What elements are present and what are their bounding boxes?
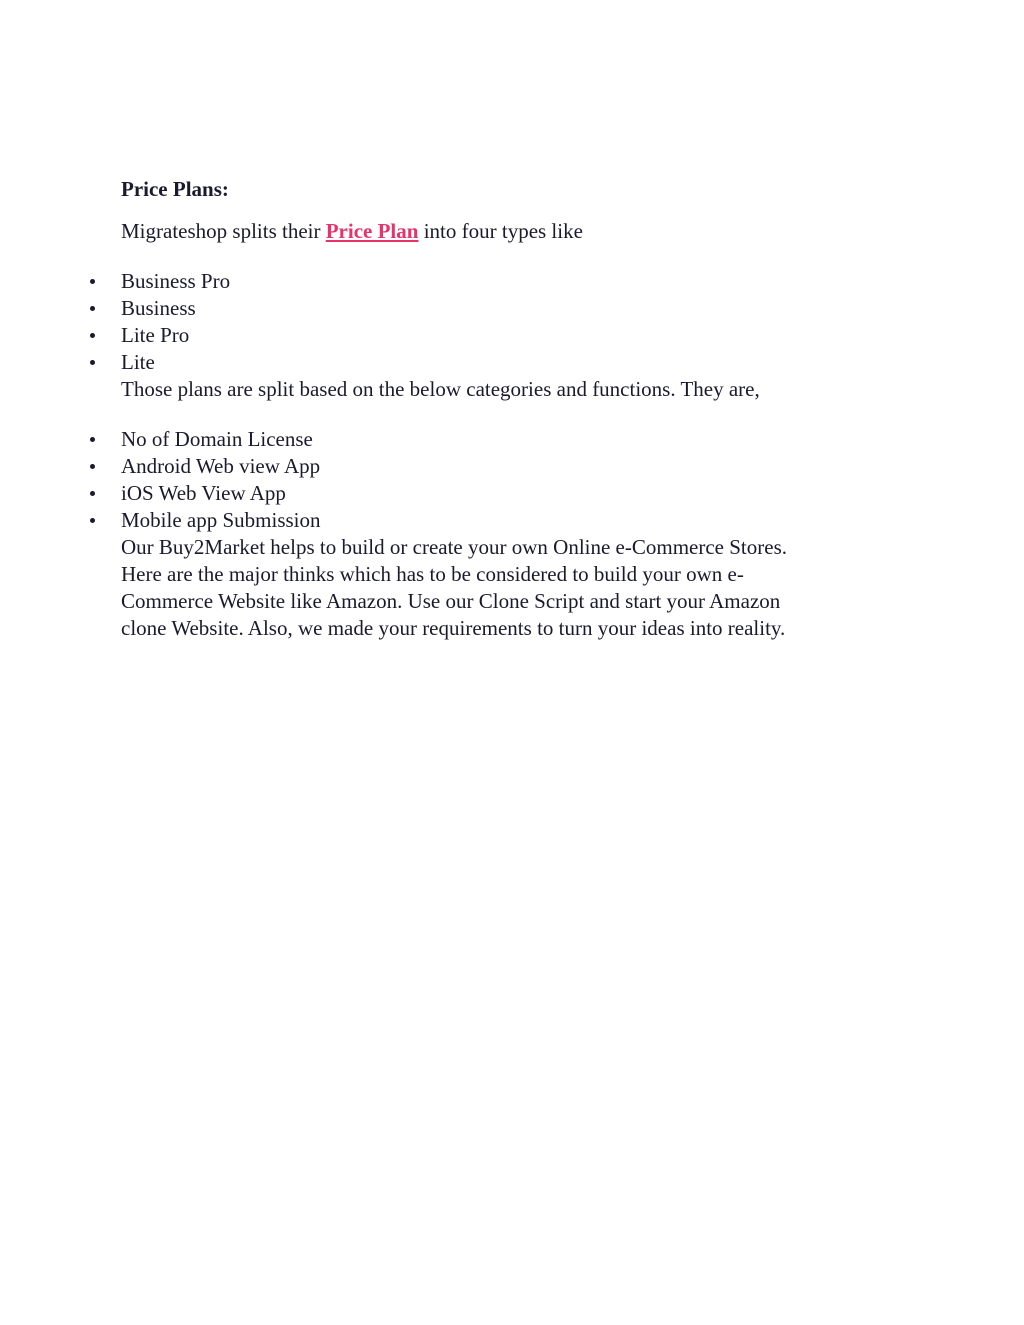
list-item bbox=[121, 507, 901, 642]
feature-label: iOS Web View App bbox=[121, 481, 286, 505]
plan-label: Lite bbox=[121, 350, 155, 374]
intro-paragraph bbox=[121, 218, 583, 245]
bullet-icon bbox=[90, 333, 95, 338]
list-item bbox=[121, 453, 901, 480]
feature-label: Mobile app Submission bbox=[121, 508, 321, 532]
list-item bbox=[121, 322, 901, 349]
plan-label: Business bbox=[121, 296, 196, 320]
bullet-icon bbox=[90, 437, 95, 442]
plan-label: Lite Pro bbox=[121, 323, 190, 347]
intro-text-after: into four types like bbox=[418, 219, 583, 243]
bullet-icon bbox=[90, 279, 95, 284]
plan-label: Business Pro bbox=[121, 269, 231, 293]
intro-text-before: Migrateshop splits their bbox=[121, 219, 326, 243]
bullet-icon bbox=[90, 464, 95, 469]
list-item bbox=[121, 426, 901, 453]
list-item bbox=[121, 268, 901, 295]
closing-line: Here are the major thinks which has to be considered to build your own e- bbox=[121, 562, 744, 586]
feature-label: No of Domain License bbox=[121, 427, 313, 451]
bullet-icon bbox=[90, 360, 95, 365]
plans-followup-text: Those plans are split based on the below categories and functions. They are, bbox=[121, 377, 760, 401]
feature-label: Android Web view App bbox=[121, 454, 321, 478]
section-heading: Price Plans: bbox=[121, 177, 229, 201]
price-plan-link[interactable]: Price Plan bbox=[325, 219, 419, 243]
bullet-icon bbox=[90, 306, 95, 311]
list-item bbox=[121, 349, 901, 403]
bullet-icon bbox=[90, 518, 95, 523]
list-item bbox=[121, 295, 901, 322]
closing-line: Commerce Website like Amazon. Use our Clone Script and start your Amazon bbox=[121, 589, 781, 613]
closing-line: Our Buy2Market helps to build or create your own Online e-Commerce Stores. bbox=[121, 535, 788, 559]
plans-list bbox=[121, 268, 901, 403]
list-item bbox=[121, 480, 901, 507]
closing-line: clone Website. Also, we made your requirements to turn your ideas into reality. bbox=[121, 616, 786, 640]
bullet-icon bbox=[90, 491, 95, 496]
features-list bbox=[121, 426, 901, 642]
